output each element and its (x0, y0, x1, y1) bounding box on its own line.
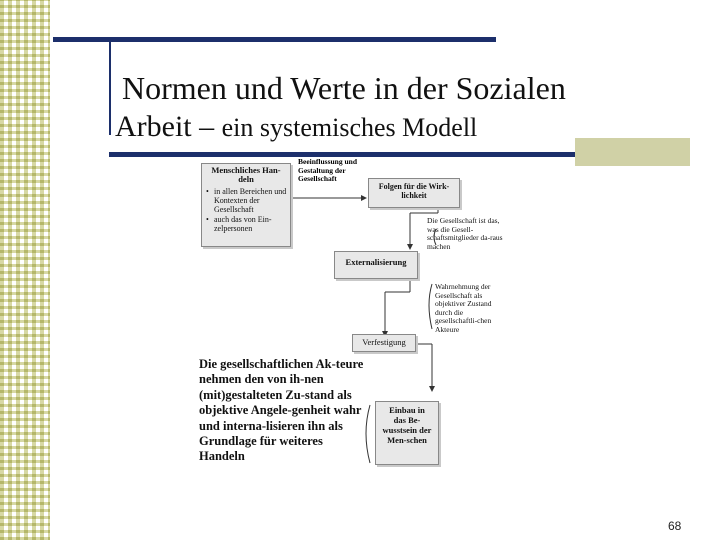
title-subtitle: ein systemisches Modell (221, 113, 478, 142)
folgen-box (368, 178, 460, 208)
handeln-box (201, 163, 291, 247)
verfestigung-box (352, 334, 416, 352)
verfestigung-label: Verfestigung (362, 337, 406, 347)
handeln-title: Menschliches Han-deln (211, 165, 281, 184)
einbau-box (375, 401, 439, 465)
handeln-bullet-1: • in allen Bereichen und Kontexten der Gesellschaft (206, 187, 287, 214)
slide-title-line1: Normen und Werte in der Sozialen (122, 70, 566, 106)
externalisierung-box (334, 251, 418, 279)
folgen-label: Folgen für die Wirk-lichkeit (378, 182, 450, 200)
title-main: Arbeit – (115, 110, 222, 143)
akteure-text: Die gesellschaftlichen Ak-teure nehmen den von ih-nen (mit)gestalteten Zu-stand als objektive Angele-genheit wahr und interna-lisieren ihn als Grundlage für weiteres Handeln (199, 357, 364, 464)
gesellschaft-ist-note: Die Gesellschaft ist das, was die Gesell-schaftsmitglieder da-raus machen (427, 216, 503, 251)
beeinflussung-note: Beeinflussung und Gestaltung der Gesellschaft (298, 157, 357, 183)
handeln-bullet-2: • auch das von Ein-zelpersonen (206, 215, 272, 233)
einbau-label: Einbau in das Be-wusstsein der Men-schen (382, 405, 432, 445)
wahrnehmung-note: Wahrnehmung der Gesellschaft als objektiver Zustand durch die gesellschaftli-chen Akteure (435, 282, 492, 334)
externalisierung-label: Externalisierung (345, 257, 407, 267)
page-number: 68 (668, 519, 682, 533)
